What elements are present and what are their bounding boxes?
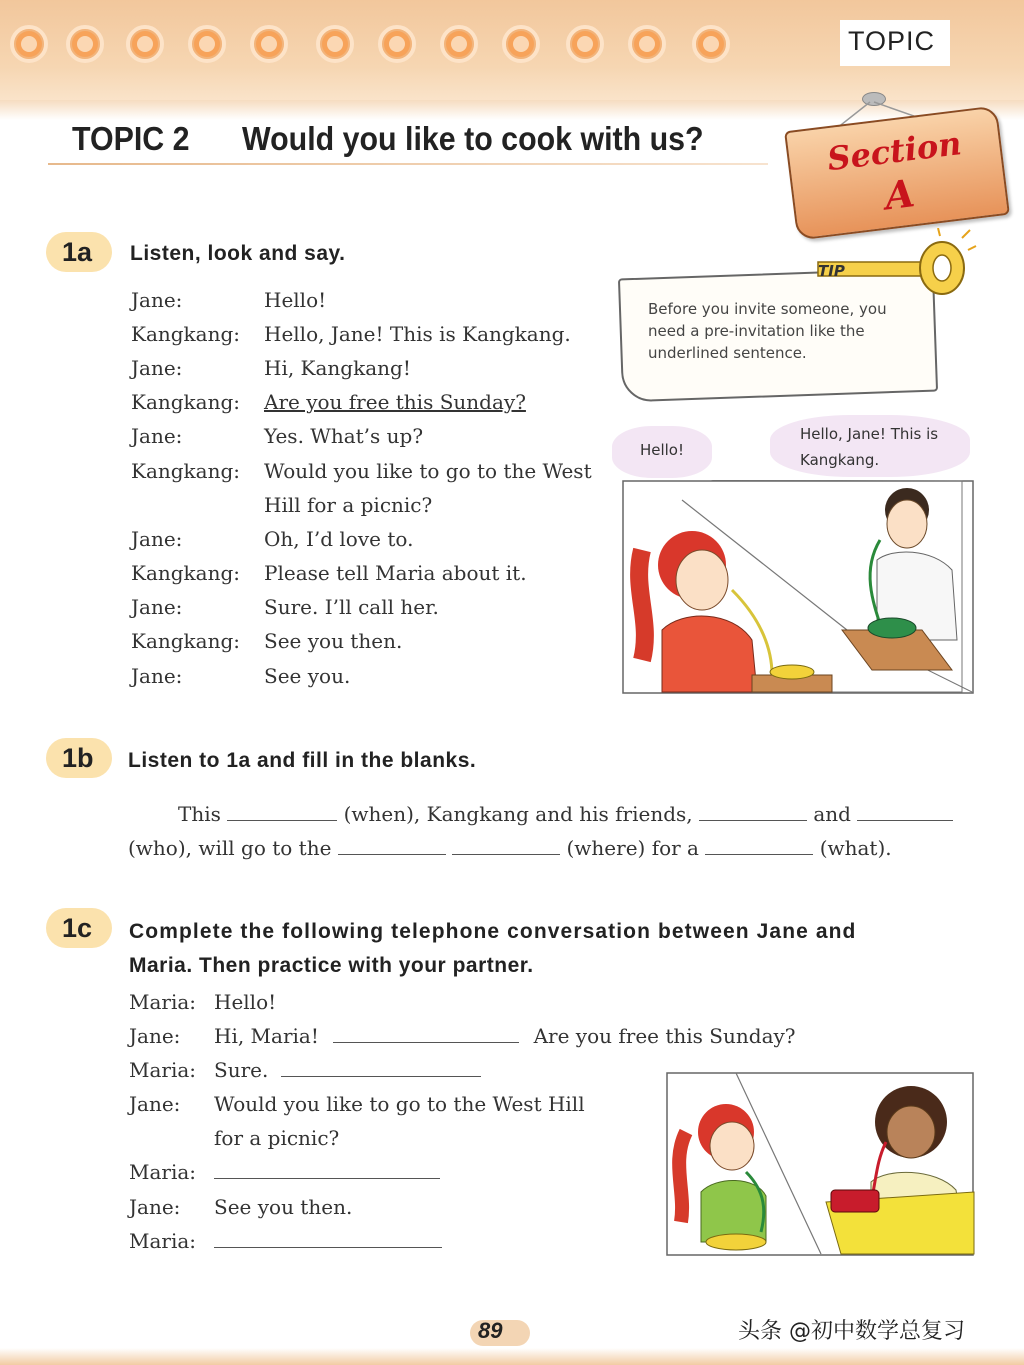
title-underline	[48, 163, 768, 165]
exercise-1b-instruction: Listen to 1a and fill in the blanks.	[128, 749, 477, 772]
sentence-text: (where) for a	[566, 836, 699, 860]
banner-dot	[692, 25, 730, 63]
watermark-text: 头条 @初中数学总复习	[738, 1319, 965, 1344]
dialogue-line: Oh, I’d love to.	[264, 527, 414, 551]
banner-dot	[66, 25, 104, 63]
dialogue-text: Are you free this Sunday?	[533, 1024, 796, 1048]
section-word: Section	[825, 124, 964, 179]
speaker-label: Kangkang:	[131, 322, 241, 346]
banner-dot	[440, 25, 478, 63]
dialogue-line: See you.	[264, 664, 351, 688]
sentence-text: (what).	[819, 836, 892, 860]
dialogue-text: Hi, Maria!	[214, 1024, 319, 1048]
speaker-label: Jane:	[131, 356, 183, 380]
dialogue-line: Hill for a picnic?	[264, 493, 433, 517]
speech-bubble-jane: Hello!	[612, 426, 712, 478]
topic-corner-text: TOPIC	[848, 26, 936, 56]
speaker-label: Jane:	[129, 1092, 181, 1116]
exercise-badge-1a: 1a	[46, 232, 112, 272]
speaker-label: Jane:	[129, 1024, 181, 1048]
sentence-text: and	[813, 802, 851, 826]
dialogue-line: Hello!	[264, 288, 327, 312]
banner-dot	[250, 25, 288, 63]
sentence-text: (when), Kangkang and his friends,	[343, 802, 693, 826]
tip-text: Before you invite someone, you need a pre-invitation like the underlined sentence.	[648, 300, 887, 362]
exercise-1a-instruction: Listen, look and say.	[130, 242, 346, 265]
speaker-label: Jane:	[131, 424, 183, 448]
answer-blank[interactable]	[281, 1058, 481, 1077]
section-letter: A	[882, 170, 917, 219]
dialogue-line: Would you like to go to the West	[264, 459, 592, 483]
blank-who-1[interactable]	[699, 802, 807, 821]
blank-when[interactable]	[227, 802, 337, 821]
exercise-badge-1b: 1b	[46, 738, 112, 778]
banner-dot	[378, 25, 416, 63]
blank-where-2[interactable]	[452, 836, 560, 855]
dialogue-line: Please tell Maria about it.	[264, 561, 527, 585]
speech-bubble-kangkang: Hello, Jane! This is Kangkang.	[770, 415, 970, 477]
dialogue-line-with-blank	[214, 1229, 442, 1253]
exercise-1c-instruction-line1: Complete the following telephone conversation between Jane and	[129, 920, 857, 943]
speaker-label: Kangkang:	[131, 561, 241, 585]
speaker-label: Maria:	[129, 1229, 197, 1253]
speaker-label: Jane:	[129, 1195, 181, 1219]
dialogue-line: Hello!	[214, 990, 277, 1014]
dialogue-line: See you then.	[214, 1195, 353, 1219]
page-title: Would you like to cook with us?	[242, 120, 704, 157]
dialogue-line: Sure. I’ll call her.	[264, 595, 439, 619]
banner-dot	[628, 25, 666, 63]
banner-dot	[316, 25, 354, 63]
banner-dot	[10, 25, 48, 63]
answer-blank[interactable]	[333, 1024, 519, 1043]
fill-in-sentence-line2	[128, 836, 892, 860]
underlined-pre-invitation: Are you free this Sunday?	[264, 390, 526, 414]
dialogue-line: for a picnic?	[214, 1126, 340, 1150]
dialogue-line: See you then.	[264, 629, 403, 653]
dialogue-text: Sure.	[214, 1058, 269, 1082]
speaker-label: Jane:	[131, 288, 183, 312]
dialogue-line: Yes. What’s up?	[264, 424, 424, 448]
jane-maria-phone-illustration	[666, 1072, 976, 1258]
speaker-label: Maria:	[129, 1160, 197, 1184]
speaker-label: Kangkang:	[131, 459, 241, 483]
blank-who-2[interactable]	[857, 802, 953, 821]
speaker-label: Kangkang:	[131, 390, 241, 414]
fill-in-sentence-line1	[178, 802, 953, 826]
speaker-label: Maria:	[129, 990, 197, 1014]
speaker-label: Jane:	[131, 527, 183, 551]
banner-dot	[502, 25, 540, 63]
footer-bar	[0, 1348, 1024, 1365]
dialogue-line-with-blank	[214, 1160, 440, 1184]
speaker-label: Kangkang:	[131, 629, 241, 653]
dialogue-line: Hello, Jane! This is Kangkang.	[264, 322, 571, 346]
blank-what[interactable]	[705, 836, 813, 855]
section-sign	[784, 105, 1010, 240]
dialogue-line: Hi, Kangkang!	[264, 356, 411, 380]
page-number: 89	[478, 1318, 503, 1343]
exercise-1c-instruction-line2: Maria. Then practice with your partner.	[129, 954, 534, 977]
sentence-text: (who), will go to the	[128, 836, 332, 860]
exercise-badge-1c: 1c	[46, 908, 112, 948]
speaker-label: Jane:	[131, 664, 183, 688]
banner-dot	[126, 25, 164, 63]
dialogue-line: Would you like to go to the West Hill	[214, 1092, 585, 1116]
phone-call-illustration	[622, 480, 976, 696]
banner-dot	[566, 25, 604, 63]
blank-where-1[interactable]	[338, 836, 446, 855]
topic-number: TOPIC 2	[72, 120, 190, 157]
dialogue-line-with-blank	[214, 1058, 481, 1082]
sentence-text: This	[178, 802, 221, 826]
dialogue-line-with-blank	[214, 1024, 796, 1048]
answer-blank[interactable]	[214, 1160, 440, 1179]
speaker-label: Jane:	[131, 595, 183, 619]
speaker-label: Maria:	[129, 1058, 197, 1082]
banner-dot	[188, 25, 226, 63]
answer-blank[interactable]	[214, 1229, 442, 1248]
tip-label: TIP	[818, 262, 845, 280]
